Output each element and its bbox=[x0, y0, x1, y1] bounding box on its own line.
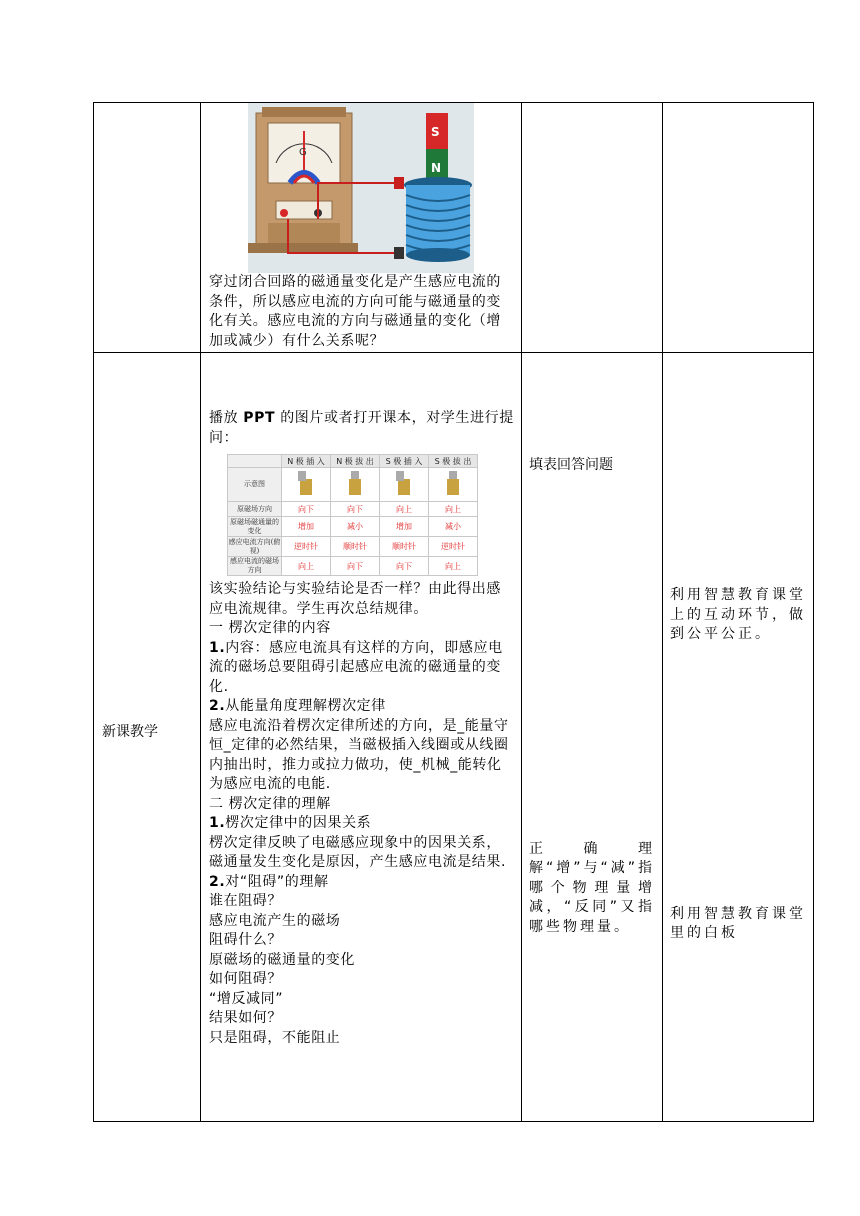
paragraph: 感应电流沿着楞次定律所述的方向，是_能量守恒_定律的必然结果，当磁极插入线圈或从线圈内抽出时，推力或拉力做功，使_机械_能转化为感应电流的电能. bbox=[209, 717, 509, 792]
content-cell bbox=[201, 103, 522, 353]
table-cell: 向上 bbox=[380, 502, 429, 517]
intro-part-b: 的图片或者打开课本，对学生进行提问： bbox=[209, 410, 514, 446]
paragraph: 谁在阻碍？ bbox=[209, 893, 282, 909]
table-cell: 顺时针 bbox=[331, 537, 380, 557]
design-note-a: 利用智慧教育课堂上的互动环节，做到公平公正。 bbox=[670, 587, 807, 642]
coil-diagram-icon bbox=[380, 468, 429, 502]
stage-cell bbox=[94, 353, 201, 1122]
student-activity-cell bbox=[522, 353, 663, 1122]
table-row bbox=[228, 502, 478, 517]
row-label: 原磁场磁通量的变化 bbox=[228, 517, 282, 537]
table-cell: 向下 bbox=[282, 502, 331, 517]
magnet-n-label: N bbox=[431, 161, 442, 175]
paragraph: 楞次定律反映了电磁感应现象中的因果关系，磁通量发生变化是原因，产生感应电流是结果. bbox=[209, 834, 507, 870]
table-cell: 逆时针 bbox=[282, 537, 331, 557]
row1-caption: 穿过闭合回路的磁通量变化是产生感应电流的条件，所以感应电流的方向可能与磁通量的变化有关。感应电流的方向与磁通量的变化（增加或减少）有什么关系呢？ bbox=[209, 274, 501, 349]
paragraph: 感应电流产生的磁场 bbox=[209, 912, 341, 929]
table-row bbox=[228, 517, 478, 537]
table-cell: 向上 bbox=[429, 502, 478, 517]
paragraph: 1.内容：感应电流具有这样的方向，即感应电流的磁场总要阻碍引起感应电流的磁通量的变化. bbox=[209, 639, 503, 695]
table-header-cell: N 极 拔 出 bbox=[331, 455, 380, 468]
student-cell-empty bbox=[522, 103, 663, 353]
table-cell: 顺时针 bbox=[380, 537, 429, 557]
table-cell: 逆时针 bbox=[429, 537, 478, 557]
lesson-plan-table bbox=[93, 102, 814, 1122]
paragraph: 结果如何？ bbox=[209, 1010, 282, 1026]
intro-ppt: PPT bbox=[243, 410, 276, 426]
student-answer-a: 填表回答问题 bbox=[529, 457, 613, 473]
table-cell: 向上 bbox=[429, 557, 478, 576]
table-cell: 向下 bbox=[331, 557, 380, 576]
section-heading: 二 楞次定律的理解 bbox=[209, 795, 331, 812]
paragraph: 阻碍什么？ bbox=[209, 932, 282, 948]
galvanometer-experiment-figure bbox=[248, 103, 474, 273]
table-cell: 向下 bbox=[331, 502, 380, 517]
row-label: 示意图 bbox=[228, 468, 282, 502]
paragraph: 该实验结论与实验结论是否一样？由此得出感应电流规律。学生再次总结规律。 bbox=[209, 581, 501, 617]
table-cell: 向下 bbox=[380, 557, 429, 576]
paragraph: 原磁场的磁通量的变化 bbox=[209, 951, 355, 968]
experiment-result-table bbox=[227, 454, 478, 576]
meter-label: G bbox=[299, 147, 307, 158]
section-heading: 一 楞次定律的内容 bbox=[209, 620, 331, 636]
paragraph: 2.从能量角度理解楞次定律 bbox=[209, 698, 386, 714]
table-row bbox=[94, 353, 814, 1122]
magnet-s-label: S bbox=[431, 125, 440, 139]
paragraph: “增反减同” bbox=[209, 990, 284, 1007]
row-label: 感应电流方向(俯视) bbox=[228, 537, 281, 555]
table-cell: 增加 bbox=[380, 517, 429, 537]
row-label: 感应电流的磁场方向 bbox=[228, 557, 282, 576]
paragraph: 如何阻碍？ bbox=[209, 971, 282, 987]
student-answer-b: 正确理解“增”与“减”指哪个物理量增减，“反同”又指哪些物理量。 bbox=[529, 840, 656, 935]
stage-label: 新课教学 bbox=[102, 724, 158, 740]
table-header-cell: N 极 插 入 bbox=[282, 455, 331, 468]
table-cell: 减小 bbox=[331, 517, 380, 537]
coil-diagram-icon bbox=[331, 468, 380, 502]
table-header-cell: S 极 拔 出 bbox=[429, 455, 478, 468]
table-header-cell: S 极 插 入 bbox=[380, 455, 429, 468]
table-row bbox=[94, 103, 814, 353]
coil-diagram-icon bbox=[429, 468, 478, 502]
table-cell: 增加 bbox=[282, 517, 331, 537]
design-cell-empty bbox=[663, 103, 814, 353]
design-note-b: 利用智慧教育课堂里的白板 bbox=[670, 905, 807, 941]
paragraph: 1.楞次定律中的因果关系 bbox=[209, 815, 372, 831]
table-header-row bbox=[228, 455, 478, 468]
row-label: 原磁场方向 bbox=[228, 502, 282, 517]
table-row bbox=[228, 557, 478, 576]
table-header-cell bbox=[228, 455, 282, 468]
paragraph: 只是阻碍，不能阻止 bbox=[209, 1029, 341, 1046]
stage-cell-empty bbox=[94, 103, 201, 353]
design-intent-cell bbox=[663, 353, 814, 1122]
table-row bbox=[228, 468, 478, 502]
table-cell: 向上 bbox=[282, 557, 331, 576]
table-cell: 减小 bbox=[429, 517, 478, 537]
table-row bbox=[228, 537, 478, 557]
content-cell bbox=[201, 353, 522, 1122]
intro-text bbox=[209, 409, 515, 448]
paragraph: 2.对“阻碍”的理解 bbox=[209, 873, 329, 890]
coil-diagram-icon bbox=[282, 468, 331, 502]
intro-part-a: 播放 bbox=[209, 410, 244, 426]
